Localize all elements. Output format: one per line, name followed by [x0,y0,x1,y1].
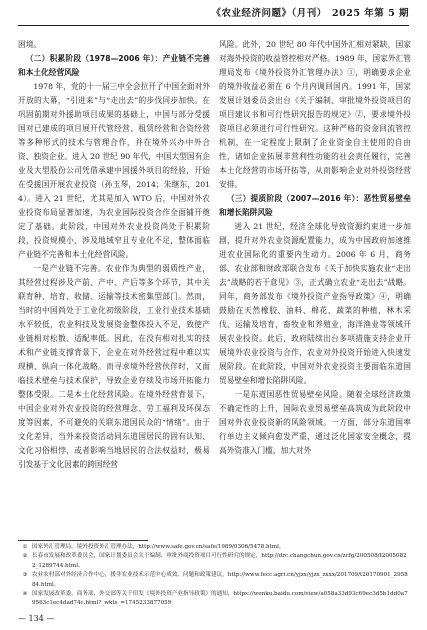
running-header [0,0,427,26]
footnote-text: 国家外汇管理局，境外投资外汇管理办法，http://www.safe.gov.cn/safe/1989/0306/5478.html。 [32,544,285,550]
paragraph: 风险。此外，20 世纪 80 年代中国外汇相对紧缺，国家对海外投资的收益管控相对严格。1989 年，国家外汇管理局发布《境外投资外汇管理办法》①，明确要求企业的境外收益必须在 6 个月内调回国内。1991 年，国家发展计划委员会出台《关于编制、审批境外投资项目的项目建议书和可行性研究报告的规定》②，要求境外投资项目必须进行可行性研究。这种严格的资金回流管控机制，在一定程度上限制了企业资金自主使用的自由性，诸如企业拓展非营利性功能的社会责任履行，完善本土化经营的市场开拓等，从而影响企业对外投资经营安排。 [219,40,411,189]
paragraph: 1978 年，党的十一届三中全会拉开了中国全面对外开放的大幕，“引进来”与“走出去”的步伐同步加快。在巩固前期对外援助项目成果的基础上，中国与部分受援国对已建成的项目展开代管经营、租赁经营和合资经营等多种形式的技术与管理合作，并在境外兴办中外合资、独资企业。进入 20 世纪 90 年代，中国大型国有企业及大型股份公司凭借承建中国援外项目的经验，开始在受援国开展农业投资（孙玉琴，2014；朱继东，2014）。进入 21 世纪，尤其是加入 WTO 后，中国对外农业投资布局显著加速，为农业国际投资合作全面铺开奠定了基础。此阶段，中国对外农业投资尚处于积累阶段，投资规模小、涉及地域窄且专业化不足，整体面临产业链不完善和本土化经营风险。 [18,82,210,259]
section-heading: （二）积累阶段（1978—2006 年）：产业链不完善和本土化经营风险 [18,54,210,77]
paragraph: 困境。 [18,40,42,49]
footnote-text: 国家发展改革委、商务部，外交部等关于印发《境外投资产业指导政策》的通知，https://wenku.baidu.com/view/a058a33d93c69ec3d5b1dd0a79563c1ec4dad74c.html?_wkts_=1745233877059 [32,591,408,607]
paragraph: 一是产业链不完善。农业作为典型的弱质性产业，其经营过程涉及产前、产中、产后等多个环节，其中关联育种、培育、收储、运输等技术密集型部门。然而，当时的中国尚处于工业化初级阶段，工业行业技术基础水平较低，农业科技及发展资金整体投入不足，致使产业链相对松散、适配率低。因此，在没有相对扎实的技术和产业链支撑背景下，企业在对外经营过程中难以实现横、纵向一体化战略。而寻求境外经营伙伴时，又面临技术壁垒与技术保护，导致企业存续及市场开拓能力整体受限。二是本土化经营风险。在境外经营背景下，中国企业对外农业投资的经营理念、劳工福利及环保态度等因素，不可避免的关联东道国民众的“情绪”。由于文化差异，当外来投资活动同东道国居民的固有认知、文化习俗相悖，或者影响当地居民的合法权益时，极易引发基于文化因素的跨国经营 [18,264,210,469]
header-rule [18,25,409,26]
footnote-text: 农业农村部对外经济合作中心，援非农业技术示范中心成效、问题和政策建议，http://www.fecc.agri.cn/yjzx/yjzx_zxxx/201709/t20170901_295884.html。 [32,572,408,588]
footnote [18,543,409,552]
paragraph: 进入 21 世纪，经济全球化导致资源约束进一步加剧，提升对外农业资源配置能力，成为中国政府加速推进农业国际化的重要内生动力。2006 年 6 月，商务部、农业部和财政部联合发布《关于加快实施农业“走出去”战略的若干意见》③，正式确立农业“走出去”战略。同年，商务部发布《境外投资产业指导政策》④，明确鼓励在天然橡胶、油料、棉花、蔬菜的种植，林木采伐、运输及培育，畜牧业和养殖业，海洋渔业等领域开展农业投资。此后，政府陆续出台多项措施支持企业开展境外农业投资与合作，农业对外投资开始进入快速发展阶段。在此阶段，中国对外农业投资主要面临东道国贸易壁垒和增长陷阱风险。 [219,222,411,385]
footnote [18,552,409,571]
footnote-rule [18,540,148,541]
footnote-mark: ③ [22,572,28,579]
footnote [18,571,409,590]
footnote-mark: ② [22,553,28,560]
section-heading: （三）提质阶段（2007—2016 年）：恶性贸易壁垒和增长陷阱风险 [219,194,411,217]
right-column [219,38,411,458]
footnote-mark: ④ [22,591,28,598]
left-column [18,38,210,472]
footnote-mark: ① [22,544,28,550]
page-number: — 134 — [18,614,55,623]
paragraph: 一是东道国恶性贸易壁垒风险。随着全球经济政策不确定性的上升，国际农业贸易壁垒高筑成为此阶段中国对外农业投资新的风险领域。一方面，部分东道国率行单边主义倾向愈发严重，通过泛化国家安全概念，提高外资准入门槛，加大对外 [219,390,411,455]
footnotes [18,543,409,609]
journal-running-title: 《农业经济问题》（月刊） 2025 年第 5 期 [211,8,409,19]
footnote [18,590,409,609]
footnote-text: 长春市发展和改革委员会，国家计划委员会关于编制、审批外商投资项目可行性研究的规定，http://drc.changchun.gov.cn/zcfg/200508/t20050822_1289744.html。 [32,553,407,569]
